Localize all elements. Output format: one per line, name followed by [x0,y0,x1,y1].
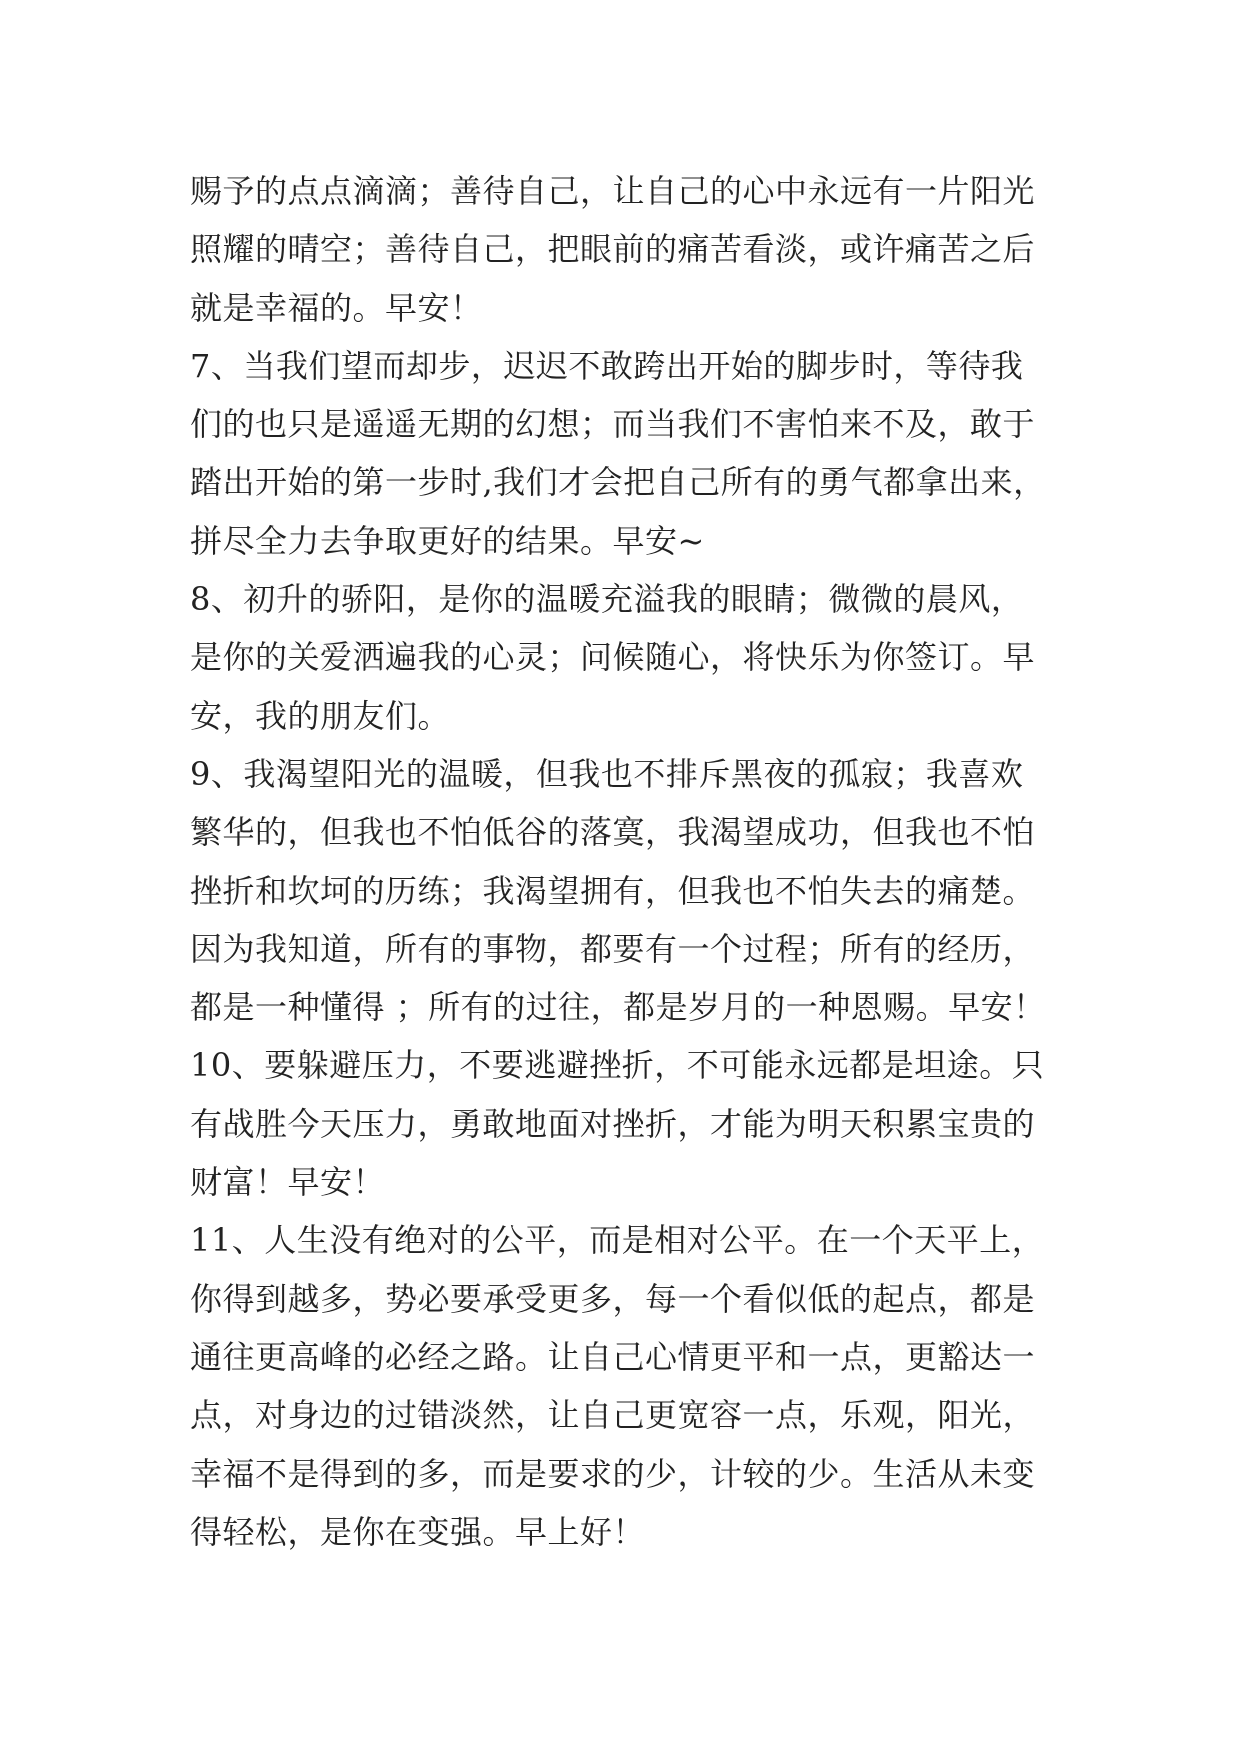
body-text [190,162,1070,1561]
text-line: 挫折和坎坷的历练；我渴望拥有，但我也不怕失去的痛楚。 [190,871,1036,910]
text-line: 9、我渴望阳光的温暖，但我也不排斥黑夜的孤寂；我喜欢 [190,754,1024,793]
text-line: 得轻松，是你在变强。早上好！ [190,1512,646,1551]
text-line: 赐予的点点滴滴；善待自己，让自己的心中永远有一片阳光 [190,172,1036,210]
text-line: 照耀的晴空；善待自己，把眼前的痛苦看淡，或许痛苦之后 [190,230,1036,269]
text-line: 财富！早安！ [190,1163,386,1202]
text-line: 幸福不是得到的多，而是要求的少，计较的少。生活从未变 [190,1454,1036,1493]
text-line: 因为我知道，所有的事物，都要有一个过程；所有的经历， [190,929,1036,968]
text-line: 安，我的朋友们。 [190,696,451,735]
text-line: 11、人生没有绝对的公平，而是相对公平。在一个天平上， [190,1221,1045,1260]
text-line: 是你的关爱洒遍我的心灵；问候随心，将快乐为你签订。早 [190,638,1036,677]
text-line: 通往更高峰的必经之路。让自己心情更平和一点，更豁达一 [190,1337,1036,1376]
text-line: 都是一种懂得 ；所有的过往，都是岁月的一种恩赐。早安！ [190,988,1046,1027]
text-line: 点，对身边的过错淡然，让自己更宽容一点，乐观，阳光， [190,1396,1036,1435]
text-line: 10、要躲避压力，不要逃避挫折，不可能永远都是坦途。只 [190,1046,1045,1085]
text-line: 繁华的，但我也不怕低谷的落寞，我渴望成功，但我也不怕 [190,813,1036,852]
text-line: 7、当我们望而却步，迟迟不敢跨出开始的脚步时，等待我 [190,346,1024,385]
text-line: 8、初升的骄阳，是你的温暖充溢我的眼睛；微微的晨风， [190,580,1024,619]
text-line: 有战胜今天压力，勇敢地面对挫折，才能为明天积累宝贵的 [190,1104,1036,1143]
text-line: 就是幸福的。早安！ [190,288,483,327]
text-line: 踏出开始的第一步时,我们才会把自己所有的勇气都拿出来， [190,463,1046,502]
text-line: 你得到越多，势必要承受更多，每一个看似低的起点，都是 [190,1279,1036,1318]
text-line: 们的也只是遥遥无期的幻想；而当我们不害怕来不及，敢于 [190,405,1036,444]
text-line: 拼尽全力去争取更好的结果。早安~ [190,521,705,560]
